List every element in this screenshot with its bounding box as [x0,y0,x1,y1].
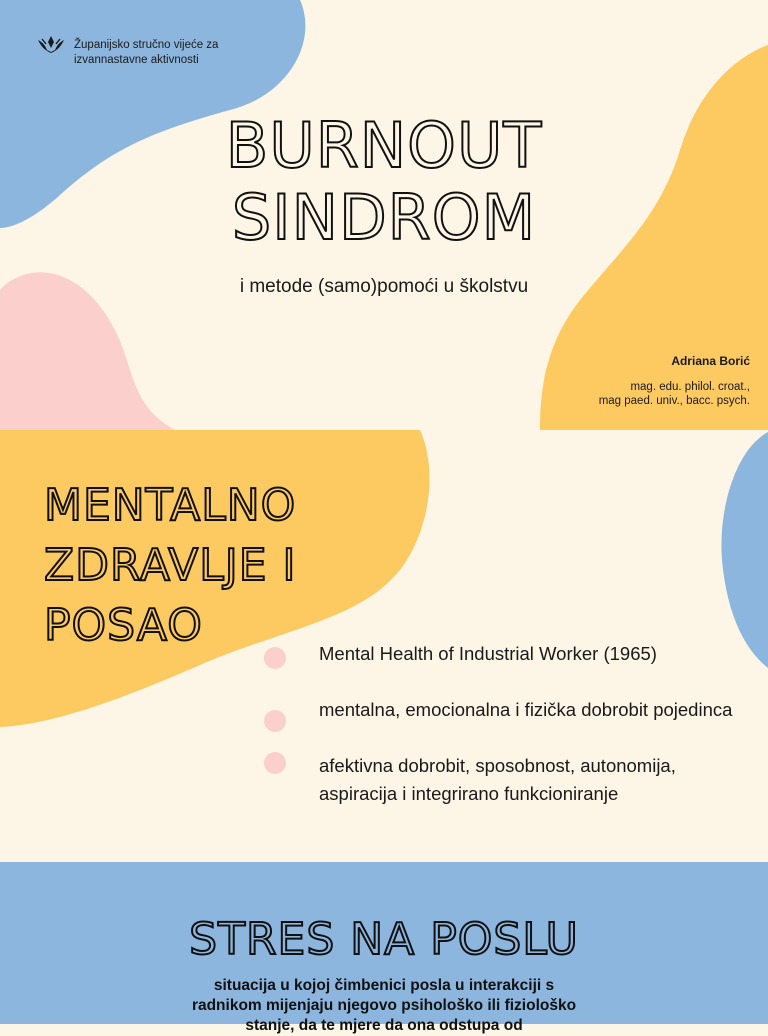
list-item [262,752,742,808]
author-name: Adriana Borić [671,354,750,368]
pink-bullet-icon [264,647,286,669]
list-item [262,696,742,724]
pink-bullet-icon [264,710,286,732]
author-degree-line: mag paed. univ., bacc. psych. [598,395,750,407]
organization-name [74,38,274,68]
blue-blob-right [721,432,768,668]
mental-health-list [262,640,742,808]
main-title-line: SINDROM [231,181,537,254]
list-item-text: Mental Health of Industrial Worker (1965) [319,643,657,664]
organization-line: izvannastavne aktivnosti [74,54,199,66]
heading-line: MENTALNO [44,480,297,531]
pink-bullet-icon [264,752,286,774]
subtitle: i metode (samo)pomoći u školstvu [239,276,529,297]
mental-health-heading [44,476,296,656]
author-degree [510,380,750,408]
main-title [0,110,768,254]
stress-heading: STRES NA POSLU [189,914,579,965]
list-item [262,640,742,668]
main-title-line: BURNOUT [225,109,543,182]
wreath-logo-icon [36,34,66,54]
list-item-text: afektivna dobrobit, sposobnost, autonomija, aspiracija i integrirano funkcioniranje [319,755,676,804]
author-degree-line: mag. edu. philol. croat., [630,381,750,393]
stress-description: situacija u kojoj čimbenici posla u interakciji s radnikom mijenjaju njegovo psihološko ili fiziološko stanje, da te mjere da ona odstupa od [191,977,577,1034]
heading-line: ZDRAVLJE I [44,540,297,591]
list-item-text: mentalna, emocionalna i fizička dobrobit pojedinca [319,699,733,720]
organization-line: Županijsko stručno vijeće za [74,39,219,51]
heading-line: POSAO [44,600,203,651]
